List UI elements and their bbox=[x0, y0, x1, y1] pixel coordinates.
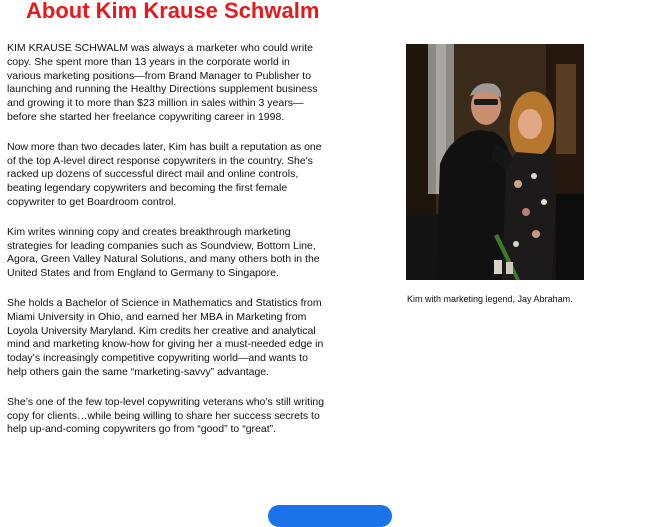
cta-button[interactable] bbox=[268, 505, 392, 527]
bio-paragraph: She’s one of the few top-level copywriting veterans who’s still writing copy for clients…while being willing to share her success secrets to help up-and-coming copywriters go from “good” to “great”. bbox=[7, 395, 325, 436]
photo-kim-and-jay bbox=[406, 44, 584, 280]
photo-illustration bbox=[406, 44, 584, 280]
bio-paragraph: She holds a Bachelor of Science in Mathematics and Statistics from Miami University in Ohio, and earned her MBA in Marketing from Loyola University Maryland. Kim credits her creative and analytical mind and marketing know-how for giving her a must-needed edge in today’s increasingly competitive copywriting world—and wants to help others gain the same “marketing-savvy” advantage. bbox=[7, 296, 324, 378]
photo-caption: Kim with marketing legend, Jay Abraham. bbox=[407, 294, 573, 304]
bio-section bbox=[7, 42, 325, 453]
page-title: About Kim Krause Schwalm bbox=[26, 0, 320, 23]
bio-paragraph: Now more than two decades later, Kim has built a reputation as one of the top A-level direct response copywriters in the country. She's racked up dozens of successful direct mail and online controls, beating legendary copywriters and becoming the first female copywriter to get Boardroom control. bbox=[7, 140, 322, 208]
bio-paragraph: Kim writes winning copy and creates breakthrough marketing strategies for leading companies such as Soundview, Bottom Line, Agora, Green Valley Natural Solutions, and many others both in the United States and from England to Germany to Singapore. bbox=[7, 225, 320, 280]
bio-paragraph: KIM KRAUSE SCHWALM was always a marketer who could write copy. She spent more than 13 years in the corporate world in various marketing positions—from Brand Manager to Publisher to launching and running the Healthy Directions supplement business and growing it to more than $23 million in sales within 3 years—before she started her freelance copywriting career in 1998. bbox=[7, 42, 318, 123]
